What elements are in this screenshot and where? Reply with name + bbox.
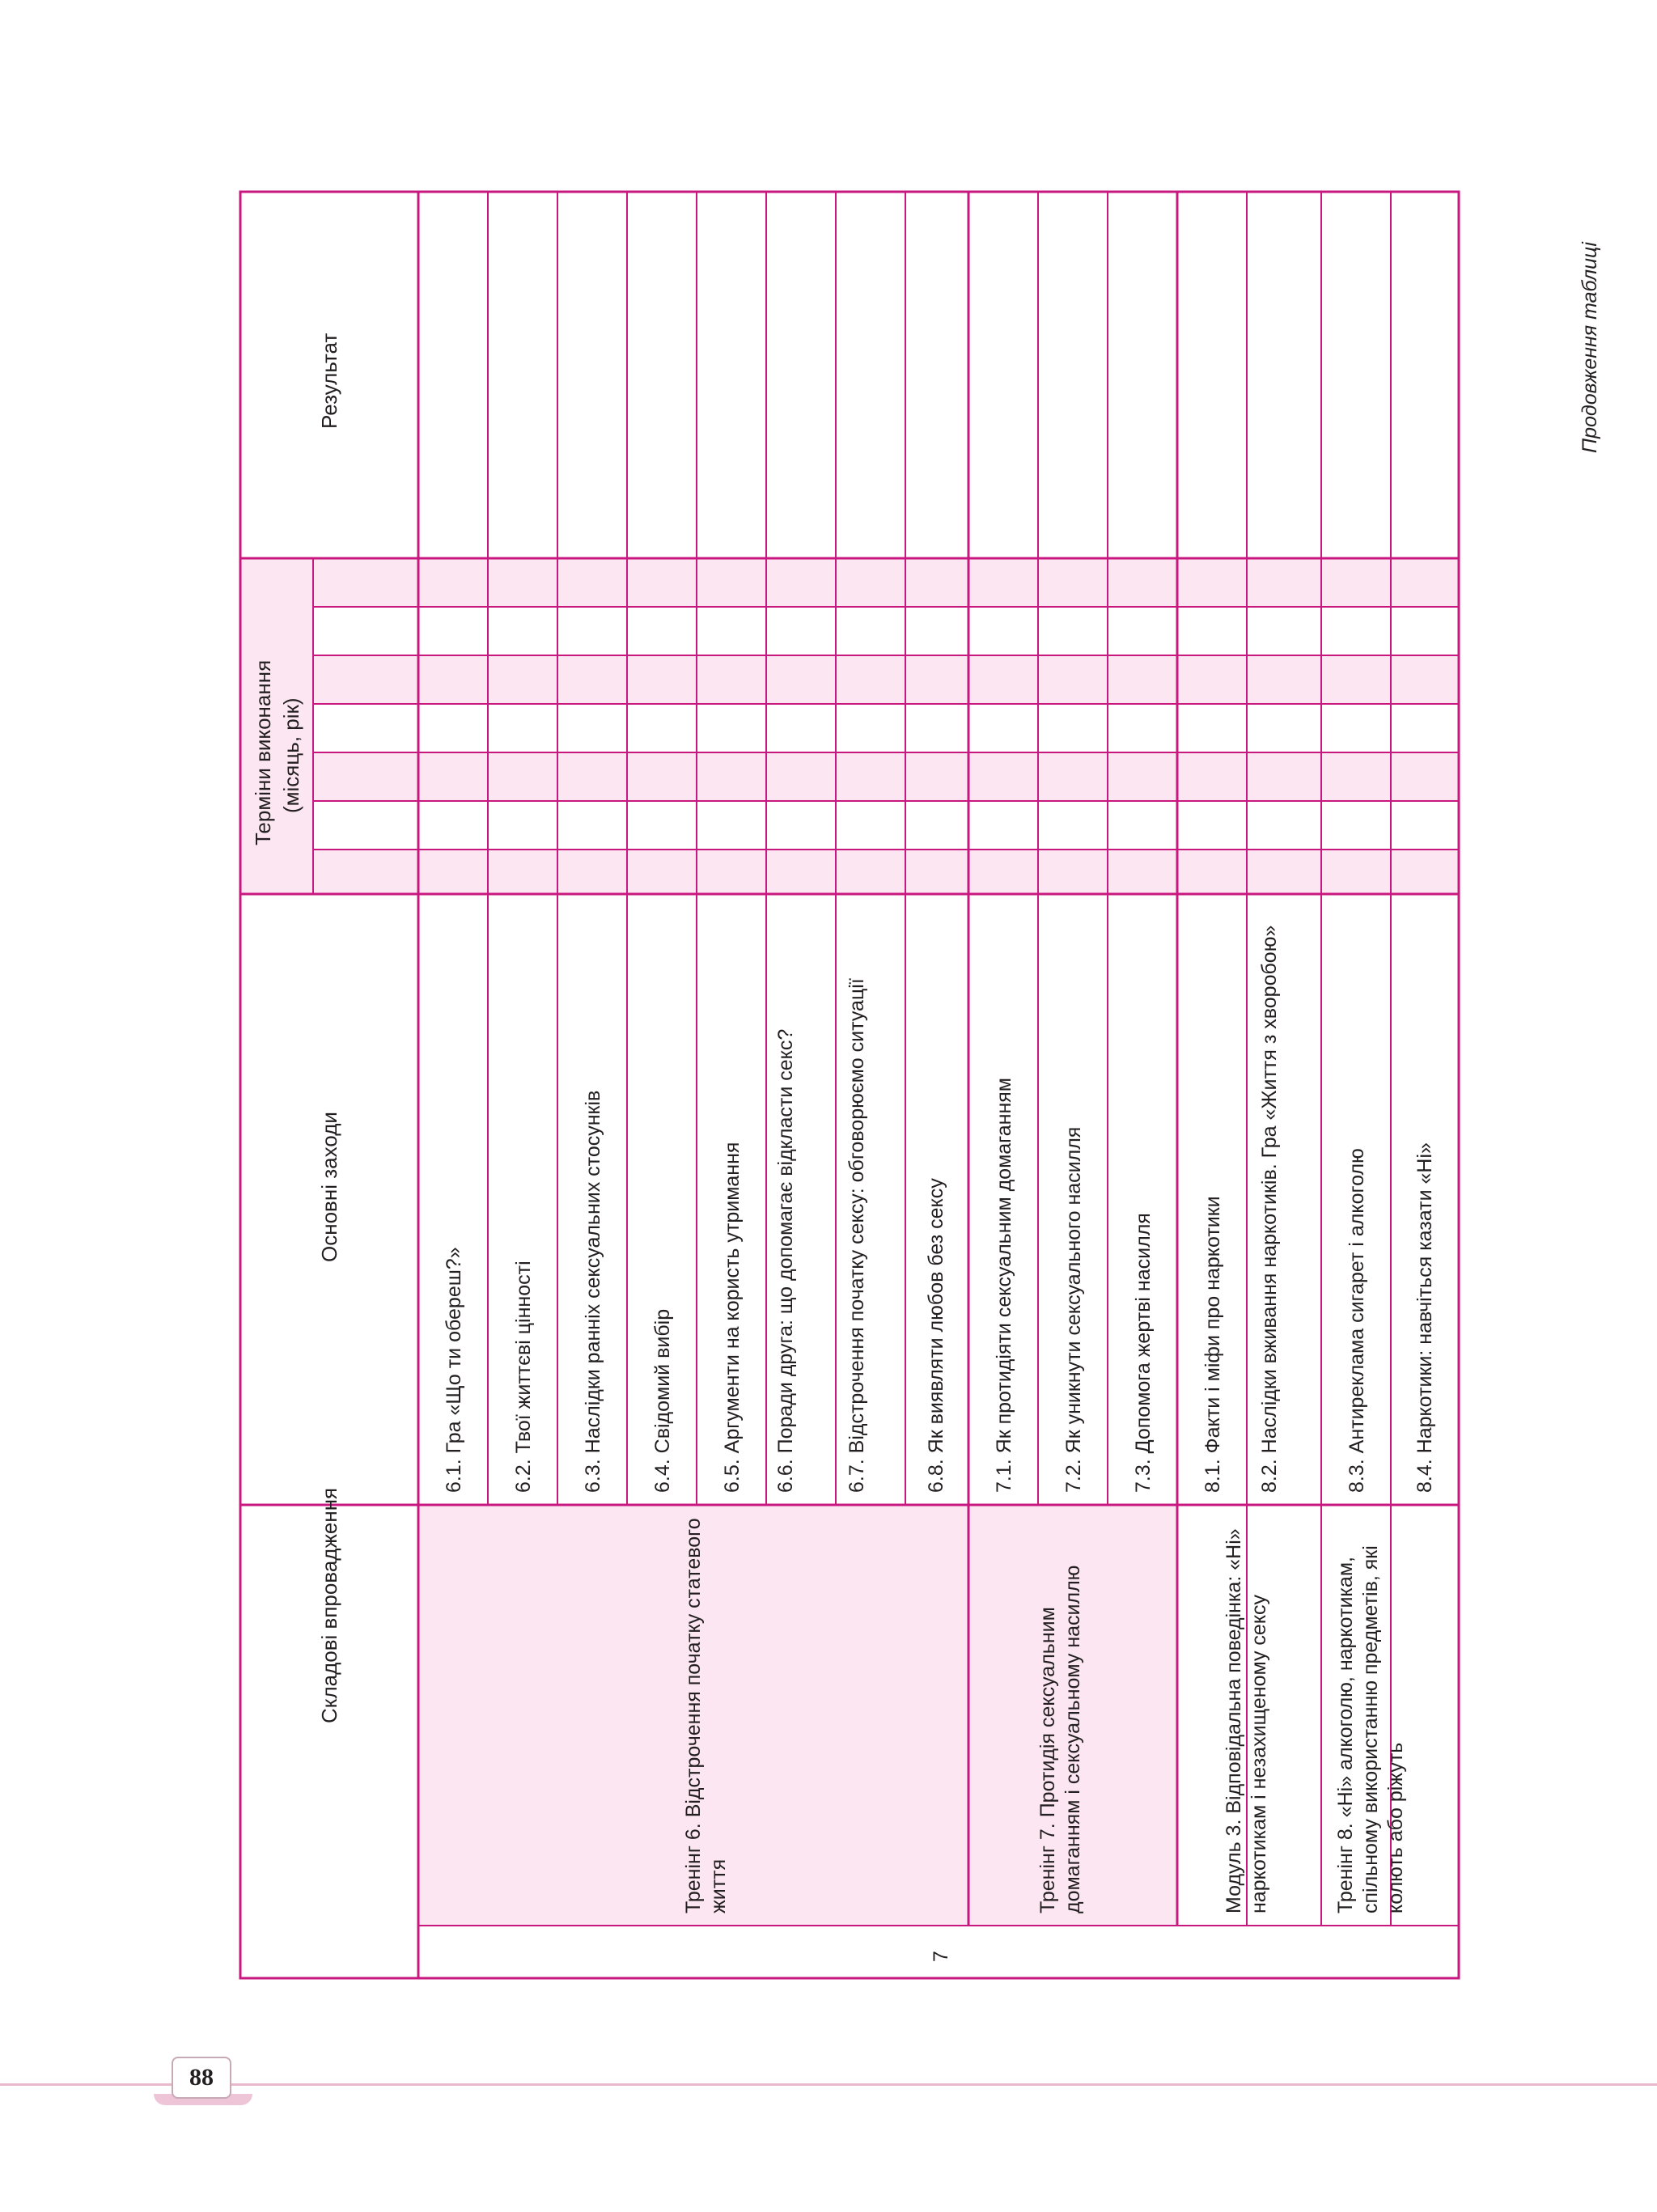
activity-cell: 8.1. Факти і міфи про наркотики (1201, 1196, 1224, 1493)
activity-cell: 6.8. Як виявляти любов без сексу (925, 1178, 947, 1493)
activity-cell: 6.2. Твої життєві цінності (512, 1261, 535, 1493)
activity-cell: 6.3. Наслідки ранніх сексуальних стосунків (582, 1090, 604, 1493)
continuation-caption: Продовження таблиці (1579, 242, 1601, 453)
header-terms-line2: (місяць, рік) (279, 697, 303, 813)
activity-cell: 8.3. Антиреклама сигарет і алкоголю (1346, 1148, 1368, 1493)
term-col-fill-4 (313, 850, 1459, 894)
activity-cell: 8.4. Наркотики: навчіться казати «Ні» (1413, 1142, 1436, 1493)
activity-cell: 7.2. Як уникнути сексуального насилля (1062, 1126, 1085, 1493)
activity-cell: 6.1. Гра «Що ти обереш?» (443, 1247, 465, 1493)
activity-cell: 8.2. Наслідки вживання наркотиків. Гра «Життя з хворобою» (1258, 925, 1281, 1493)
term-col-fill-3 (313, 752, 1459, 801)
footer-rule (0, 2083, 1657, 2086)
group-label: Модуль 3. Відповідальна поведінка: «Ні» наркотикам і незахищеному сексу (1223, 1528, 1270, 1913)
activity-cell: 6.6. Поради друга: що допомагає відкласти секс? (774, 1028, 797, 1493)
activity-cell: 7.1. Як протидіяти сексуальним домаганням (993, 1078, 1015, 1493)
header-terms-line1: Терміни виконання (251, 659, 275, 845)
header-components: Складові впровадження (317, 1487, 341, 1723)
group-label: Тренінг 6. Відстрочення початку статевого життя (682, 1518, 730, 1913)
term-col-fill-1 (313, 558, 1459, 607)
section-number: 7 (930, 1951, 952, 1962)
activity-cell: 6.7. Відстрочення початку сексу: обговорюємо ситуації (845, 978, 868, 1493)
term-col-fill-2 (313, 655, 1459, 704)
header-activities: Основні заходи (317, 1112, 341, 1262)
header-result: Результат (317, 333, 341, 429)
activity-cell: 6.4. Свідомий вибір (651, 1308, 674, 1493)
group-label: Тренінг 7. Протидія сексуальним домаганням і сексуальному насиллю (1036, 1565, 1084, 1913)
activity-cell: 7.3. Допомога жертві насилля (1132, 1213, 1155, 1493)
activity-cell: 6.5. Аргументи на користь утримання (721, 1142, 744, 1493)
group-label: Тренінг 8. «Ні» алкоголю, наркотикам, спільному використанню предметів, які колють або ріжуть (1334, 1545, 1407, 1913)
page-number: 88 (172, 2057, 231, 2099)
